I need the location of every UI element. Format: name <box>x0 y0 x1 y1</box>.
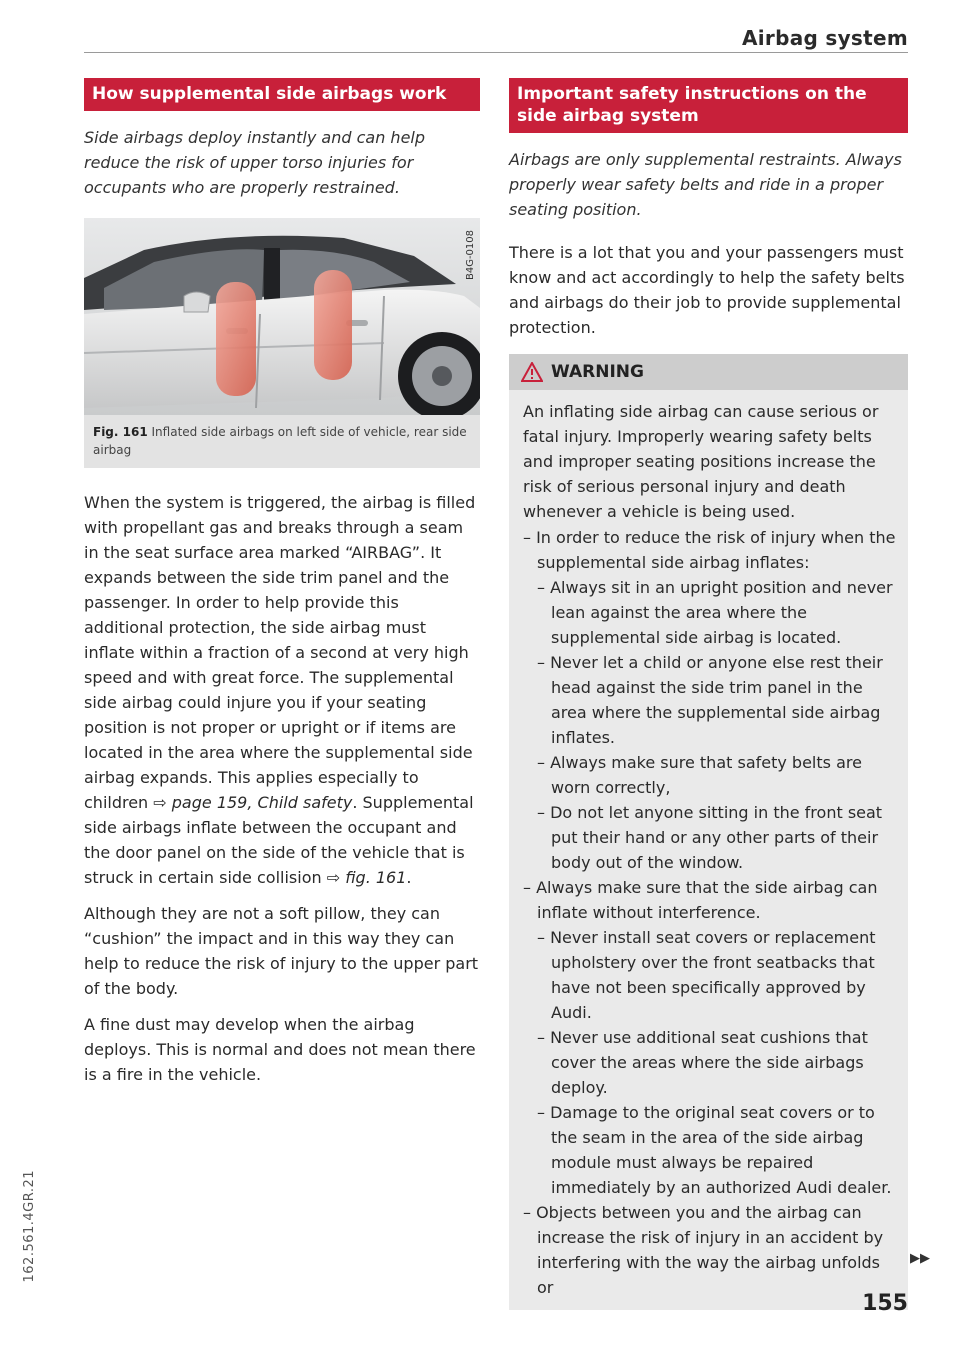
rear-side-airbag-icon <box>314 270 352 380</box>
warning-list <box>523 525 896 1300</box>
section-heading-side-airbags-work: How supplemental side airbags work <box>84 78 480 111</box>
warning-list-item: – Damage to the original seat covers or to the seam in the area of the side airbag module must always be repaired immediately by an authorized Audi dealer. <box>537 1103 892 1197</box>
header-divider <box>84 52 908 53</box>
body-paragraph-2: Although they are not a soft pillow, they can “cushion” the impact and in this way they can help to reduce the risk of injury to the upper part of the body. <box>84 904 479 998</box>
warning-list-item: – Never let a child or anyone else rest their head against the side trim panel in the area where the supplemental side airbag inflates. <box>537 653 883 747</box>
warning-list-item: – Never install seat covers or replacement upholstery over the front seatbacks that have not been specifically approved by Audi. <box>537 928 876 1022</box>
section-intro: Side airbags deploy instantly and can help reduce the risk of upper torso injuries for occupants who are properly restrained. <box>84 128 426 197</box>
figure-code: B4G-0108 <box>465 230 476 281</box>
warning-list-item: – Always sit in an upright position and never lean against the area where the supplemental side airbag is located. <box>537 578 893 647</box>
right-column <box>509 78 908 1310</box>
section-heading-safety-instructions: Important safety instructions on the side airbag system <box>509 78 908 133</box>
figure-caption-text: Inflated side airbags on left side of vehicle, rear side airbag <box>93 425 467 457</box>
warning-list-item: – Never use additional seat cushions that cover the areas where the side airbags deploy. <box>537 1028 868 1097</box>
warning-list-item: – Do not let anyone sitting in the front seat put their hand or any other parts of their body out of the window. <box>537 803 883 872</box>
continue-arrow-icon: ▶▶ <box>910 1251 930 1266</box>
p1-text-b: . Supplemental side airbags inflate between the occupant and the door panel on the side of the vehicle that is struck in certain side collision <box>84 793 474 887</box>
xref-fig-161-link[interactable]: ⇨ fig. 161 <box>326 868 407 887</box>
front-side-airbag-icon <box>216 282 256 396</box>
page-number: 155 <box>862 1291 908 1316</box>
car-illustration-svg <box>84 218 480 415</box>
section-intro-right: Airbags are only supplemental restraints. Always properly wear safety belts and ride in a proper seating position. <box>509 150 902 219</box>
warning-list-item: – Always make sure that safety belts are worn correctly, <box>537 753 862 797</box>
warning-list-item: – Always make sure that the side airbag can inflate without interference. <box>523 878 878 922</box>
figure-caption <box>84 415 480 459</box>
body-paragraph-1 <box>84 490 480 890</box>
warning-list-item: – Objects between you and the airbag can increase the risk of injury in an accident by interfering with the way the airbag unfolds or <box>523 1203 884 1297</box>
warning-list-item: – In order to reduce the risk of injury when the supplemental side airbag inflates: <box>523 528 896 572</box>
left-column <box>84 78 480 1098</box>
warning-lead: An inflating side airbag can cause serious or fatal injury. Improperly wearing safety belts and improper seating positions increase the risk of serious personal injury and death whenever a vehicle is being used. <box>523 402 879 521</box>
warning-box <box>509 354 908 1310</box>
figure-161 <box>84 218 480 468</box>
warning-body <box>509 390 908 1310</box>
p1-text-c: . <box>406 868 412 887</box>
warning-triangle-icon <box>521 362 543 382</box>
p1-text-a: When the system is triggered, the airbag is filled with propellant gas and breaks through a seam in the seat surface area marked “AIRBAG”. It expands between the side trim panel and the passenger. In order to help provide this additional protection, the side airbag must inflate within a fraction of a second at very high speed and with great force. The supplemental side airbag could injure you if your seating position is not proper or upright or if items are located in the area where the supplemental side airbag expands. This applies especially to children <box>84 493 476 812</box>
body-paragraph-right-1: There is a lot that you and your passengers must know and act accordingly to help the safety belts and airbags do their job to provide supplemental protection. <box>509 243 905 337</box>
warning-title: WARNING <box>551 362 644 382</box>
body-paragraph-3: A fine dust may develop when the airbag deploys. This is normal and does not mean there is a fire in the vehicle. <box>84 1015 476 1084</box>
document-code: 162.561.4GR.21 <box>22 1170 37 1283</box>
warning-header <box>509 354 908 390</box>
running-header: Airbag system <box>742 26 908 50</box>
xref-child-safety-link[interactable]: ⇨ page 159, Child safety <box>153 793 353 812</box>
figure-label: Fig. 161 <box>93 425 148 439</box>
car-side-airbag-illustration <box>84 218 480 415</box>
